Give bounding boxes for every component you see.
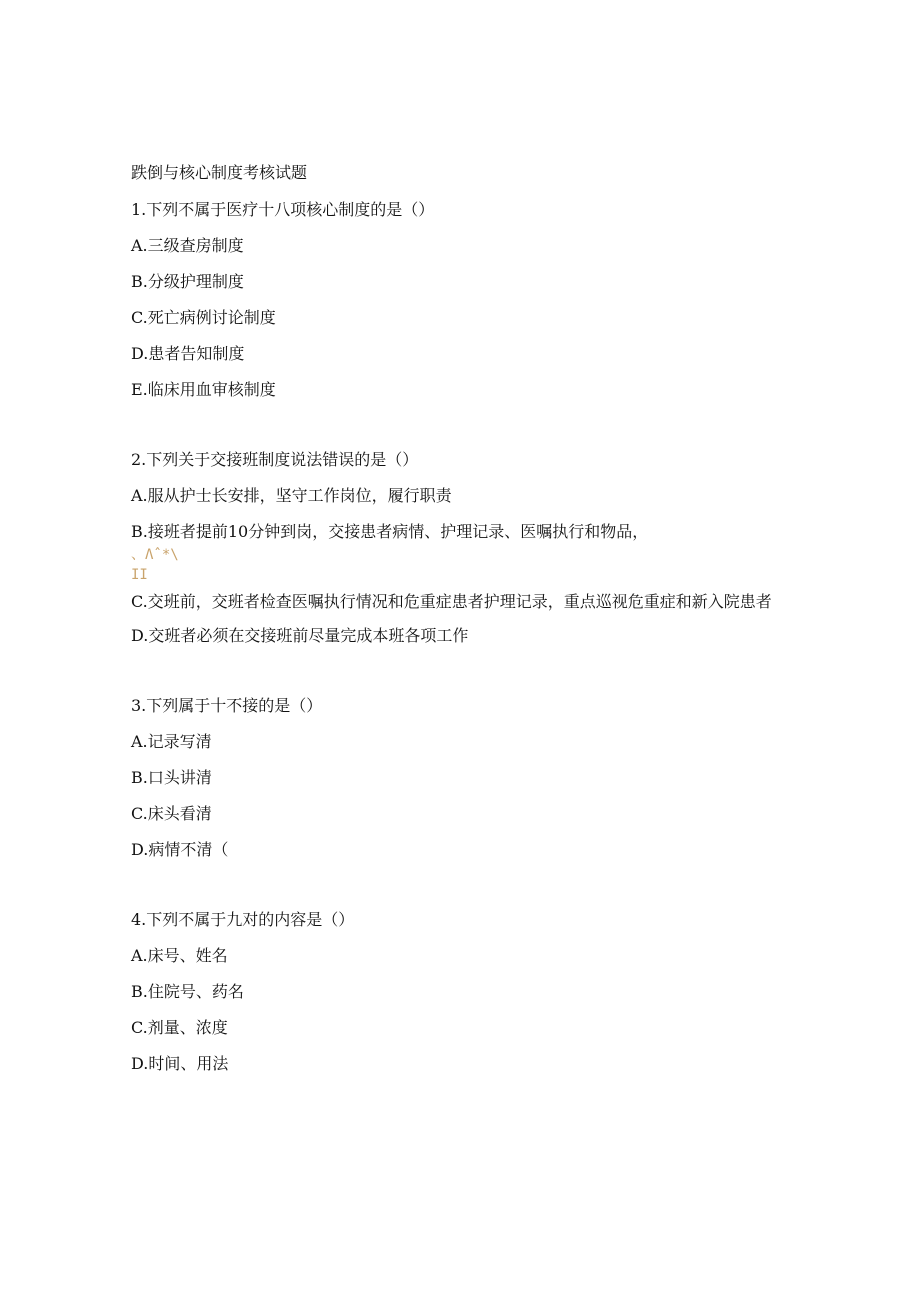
option-b: B.口头讲清 [131,768,212,787]
option-d: D.时间、用法 [131,1054,229,1073]
question-spacer [131,659,920,693]
scan-artifact-text: 、Λˆ*\ [131,547,179,563]
question-text: 1.下列不属于医疗十八项核心制度的是（） [131,200,435,219]
document-title: 跌倒与核心制度考核试题 [131,163,308,182]
option-c: C.交班前，交班者检查医嘱执行情况和危重症患者护理记录，重点巡视危重症和新入院患者 [131,592,772,611]
question-4 [131,907,920,1077]
option-b: B.接班者提前10分钟到岗，交接患者病情、护理记录、医嘱执行和物品， [131,522,649,541]
option-a: A.床号、姓名 [131,946,228,965]
question-text: 3.下列属于十不接的是（） [131,696,323,715]
option-c: C.床头看清 [131,804,212,823]
option-a: A.三级查房制度 [131,236,244,255]
option-d: D.交班者必须在交接班前尽量完成本班各项工作 [131,626,469,645]
question-2 [131,447,920,649]
option-e: E.临床用血审核制度 [131,380,276,399]
option-a: A.服从护士长安排，坚守工作岗位，履行职责 [131,486,452,505]
option-c: C.剂量、浓度 [131,1018,228,1037]
question-spacer [131,413,920,447]
option-b: B.分级护理制度 [131,272,244,291]
option-c: C.死亡病例讨论制度 [131,308,276,327]
question-3 [131,693,920,863]
question-1 [131,197,920,403]
question-text: 4.下列不属于九对的内容是（） [131,910,355,929]
scan-artifact-text: II [131,567,148,583]
option-d: D.病情不清（ [131,840,229,859]
option-a: A.记录写清 [131,732,212,751]
question-text: 2.下列关于交接班制度说法错误的是（） [131,450,419,469]
option-d: D.患者告知制度 [131,344,245,363]
question-spacer [131,873,920,907]
option-b: B.住院号、药名 [131,982,244,1001]
